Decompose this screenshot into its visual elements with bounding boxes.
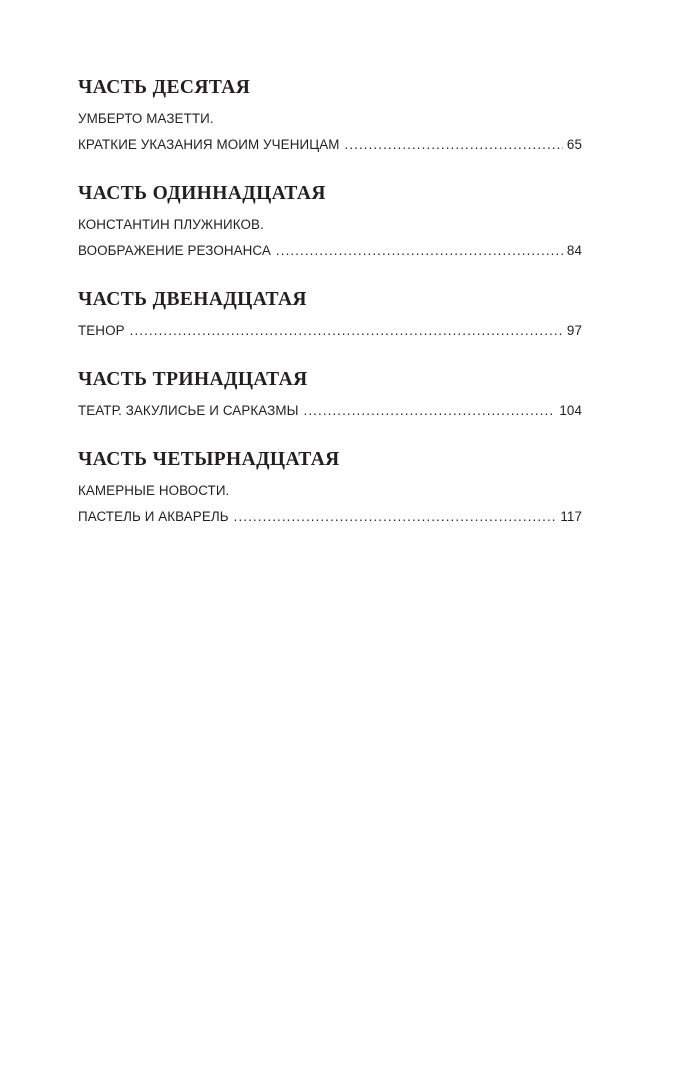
toc-entry[interactable] — [78, 238, 582, 264]
entry-author-line: КОНСТАНТИН ПЛУЖНИКОВ. — [78, 217, 264, 232]
entry-title: ВООБРАЖЕНИЕ РЕЗОНАНСА — [78, 243, 271, 258]
toc-part-13 — [78, 369, 582, 424]
entry-title: КРАТКИЕ УКАЗАНИЯ МОИМ УЧЕНИЦАМ — [78, 137, 340, 152]
table-of-contents — [78, 77, 582, 530]
entry-author-line: КАМЕРНЫЕ НОВОСТИ. — [78, 483, 230, 498]
entry-title: ТЕНОР — [78, 323, 125, 338]
page-number: 84 — [566, 243, 582, 258]
entry-title: ТЕАТР. ЗАКУЛИСЬЕ И САРКАЗМЫ — [78, 403, 299, 418]
toc-part-12 — [78, 289, 582, 344]
page-number: 117 — [560, 509, 582, 524]
toc-part-14 — [78, 449, 582, 530]
part-title: ЧАСТЬ ДВЕНАДЦАТАЯ — [78, 289, 307, 310]
dot-leader — [234, 504, 557, 530]
dot-leader — [345, 132, 563, 158]
part-title: ЧАСТЬ ДЕСЯТАЯ — [78, 77, 251, 98]
part-title: ЧАСТЬ ОДИННАДЦАТАЯ — [78, 183, 326, 204]
page-number: 65 — [566, 137, 582, 152]
dot-leader — [130, 318, 563, 344]
page-number: 97 — [566, 323, 582, 338]
entry-author-line: УМБЕРТО МАЗЕТТИ. — [78, 111, 214, 126]
entry-title: ПАСТЕЛЬ И АКВАРЕЛЬ — [78, 509, 229, 524]
dot-leader — [304, 398, 556, 424]
toc-entry[interactable] — [78, 318, 582, 344]
dot-leader — [276, 238, 563, 264]
page-number: 104 — [559, 403, 582, 418]
part-title: ЧАСТЬ ЧЕТЫРНАДЦАТАЯ — [78, 449, 340, 470]
toc-entry[interactable] — [78, 504, 582, 530]
toc-entry[interactable] — [78, 398, 582, 424]
toc-part-11 — [78, 183, 582, 264]
toc-part-10 — [78, 77, 582, 158]
part-title: ЧАСТЬ ТРИНАДЦАТАЯ — [78, 369, 308, 390]
toc-entry[interactable] — [78, 132, 582, 158]
